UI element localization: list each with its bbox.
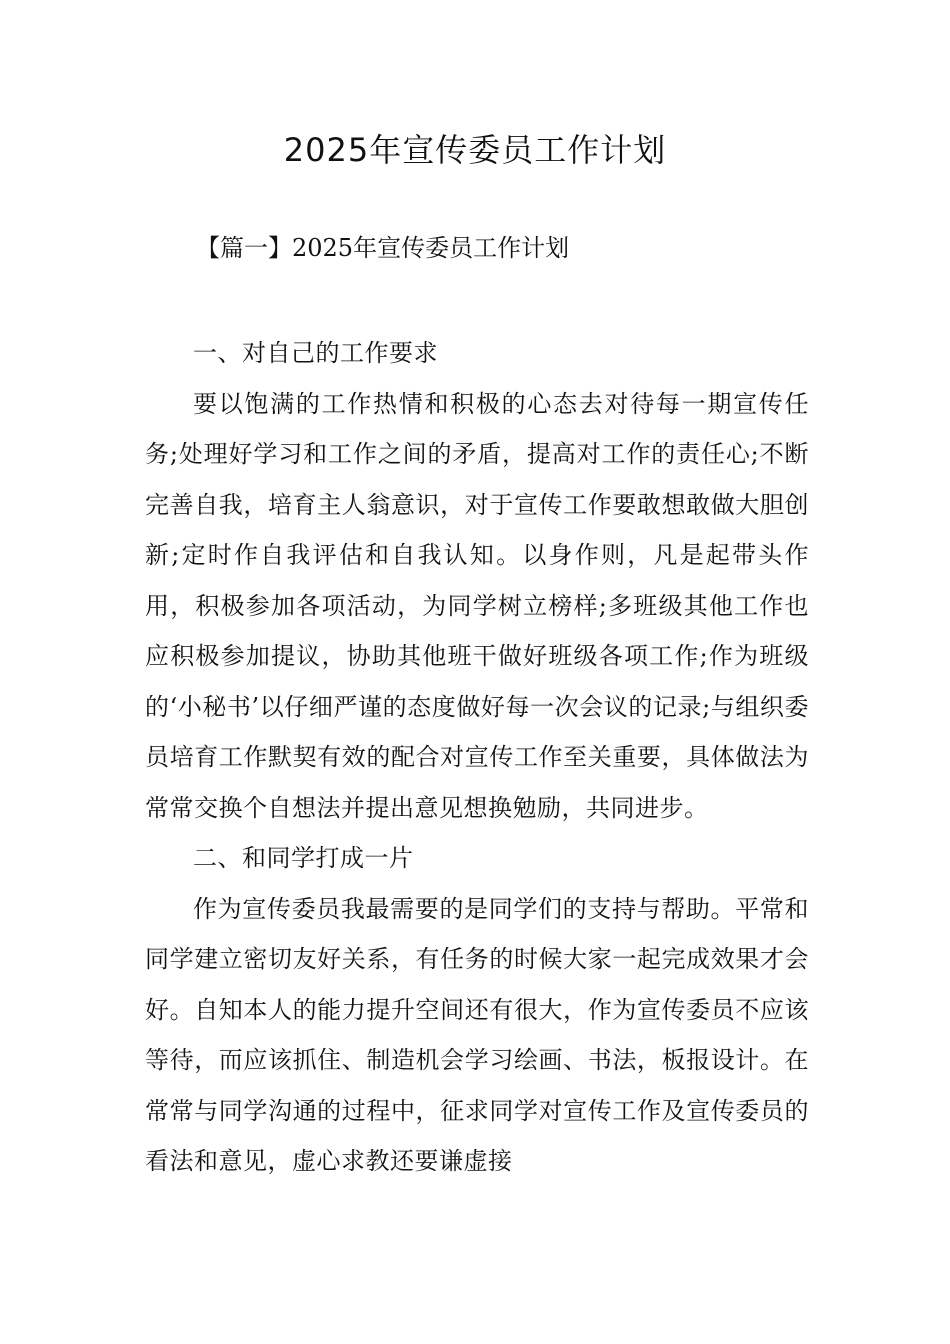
document-body xyxy=(145,328,809,1187)
document-title: 2025年宣传委员工作计划 xyxy=(283,131,667,169)
paragraph-self-requirements: 要以饱满的工作热情和积极的心态去对待每一期宣传任务;处理好学习和工作之间的矛盾，提高对工作的责任心;不断完善自我，培育主人翁意识，对于宣传工作要敢想敢做大胆创新;定时作自我评估和自我认知。以身作则，凡是起带头作用，积极参加各项活动，为同学树立榜样;多班级其他工作也应积极参加提议，协助其他班干做好班级各项工作;作为班级的‘小秘书’以仔细严谨的态度做好每一次会议的记录;与组织委员培育工作默契有效的配合对宣传工作至关重要，具体做法为常常交换个自想法并提出意见想换勉励，共同进步。 xyxy=(145,389,809,822)
heading-self-requirements: 一、对自己的工作要求 xyxy=(193,339,438,367)
section-heading: 【篇一】2025年宣传委员工作计划 xyxy=(196,234,570,262)
paragraph-classmates: 作为宣传委员我最需要的是同学们的支持与帮助。平常和同学建立密切友好关系，有任务的时候大家一起完成效果才会好。自知本人的能力提升空间还有很大，作为宣传委员不应该等待，而应该抓住、制造机会学习绘画、书法，板报设计。在常常与同学沟通的过程中，征求同学对宣传工作及宣传委员的看法和意见，虚心求教还要谦虚接 xyxy=(145,894,809,1175)
heading-classmates: 二、和同学打成一片 xyxy=(193,844,414,872)
